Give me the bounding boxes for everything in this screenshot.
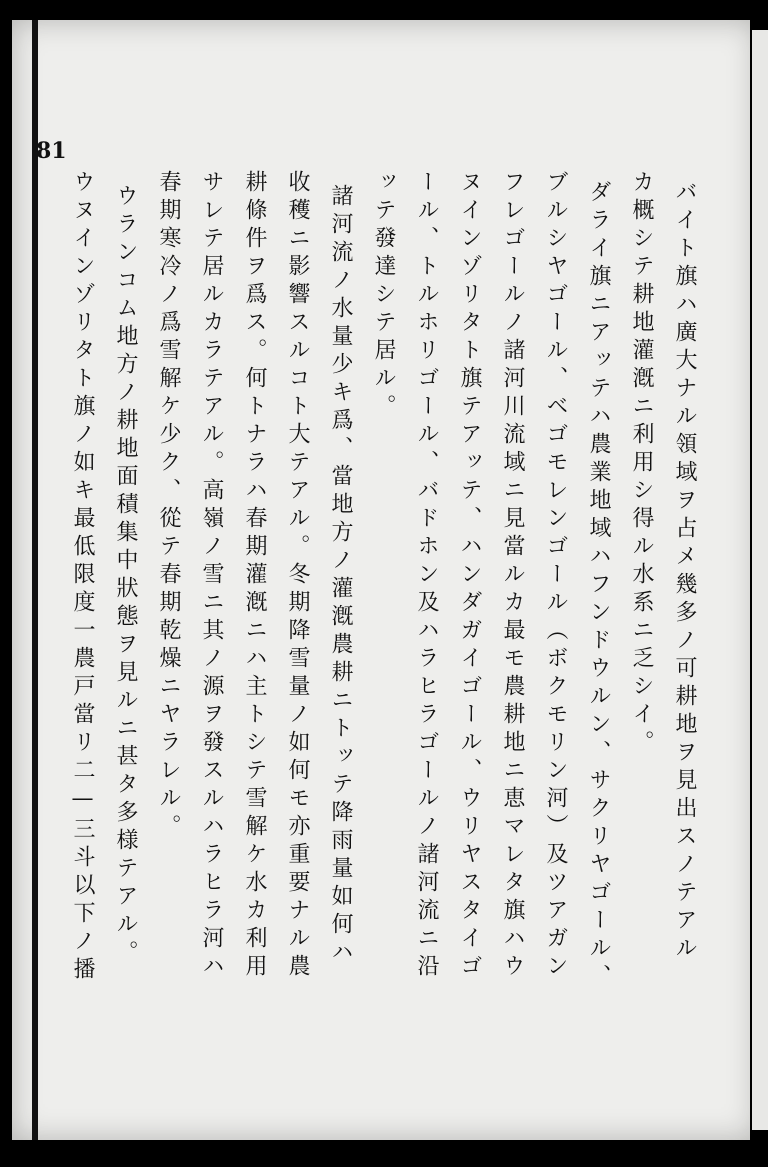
text-column: ブルシヤゴール、ベゴモレンゴール（ボクモリン河）及ツアガン (543, 170, 568, 982)
next-page-edge (752, 30, 768, 1130)
text-column: フレゴールノ諸河川流域ニ見當ルカ最モ農耕地ニ恵マレタ旗ハウ (500, 170, 525, 982)
text-column: サレテ居ルカラテアル。高嶺ノ雪ニ其ノ源ヲ發スルハラヒラ河ハ (199, 170, 224, 982)
text-column: バイト旗ハ廣大ナル領域ヲ占メ幾多ノ可耕地ヲ見出スノテアル (672, 180, 697, 964)
text-column: ール、トルホリゴール、バドホン及ハラヒラゴールノ諸河流ニ沿 (414, 170, 439, 982)
text-column: カ概シテ耕地灌漑ニ利用シ得ル水系ニ乏シイ。 (629, 170, 654, 758)
text-column: 收穫ニ影響スルコト大テアル。冬期降雪量ノ如何モ亦重要ナル農 (285, 170, 310, 982)
text-column: ダライ旗ニアッテハ農業地域ハフンドウルン、サクリヤゴール、 (586, 180, 611, 992)
text-column: ウランコム地方ノ耕地面積集中狀態ヲ見ルニ甚タ多様テアル。 (113, 184, 138, 968)
text-column: 春期寒冷ノ爲雪解ケ少ク、從テ春期乾燥ニヤラレル。 (156, 170, 181, 842)
text-column: 耕條件ヲ爲ス。何トナラハ春期灌漑ニハ主トシテ雪解ケ水カ利用 (242, 170, 267, 982)
vertical-text-block (70, 170, 714, 1010)
document-page (12, 20, 757, 1140)
page-number: 81 (36, 138, 67, 164)
text-column: ウヌインゾリタト旗ノ如キ最低限度一農戸當リ二—三斗以下ノ播 (70, 170, 95, 985)
text-column: ッテ發達シテ居ル。 (371, 170, 396, 422)
page-border (32, 20, 38, 1140)
text-column: ヌインゾリタト旗テアッテ、ハンダガイゴール、ウリヤスタイゴ (457, 170, 482, 982)
text-column: 諸河流ノ水量少キ爲、當地方ノ灌漑農耕ニトッテ降雨量如何ハ (328, 184, 353, 968)
